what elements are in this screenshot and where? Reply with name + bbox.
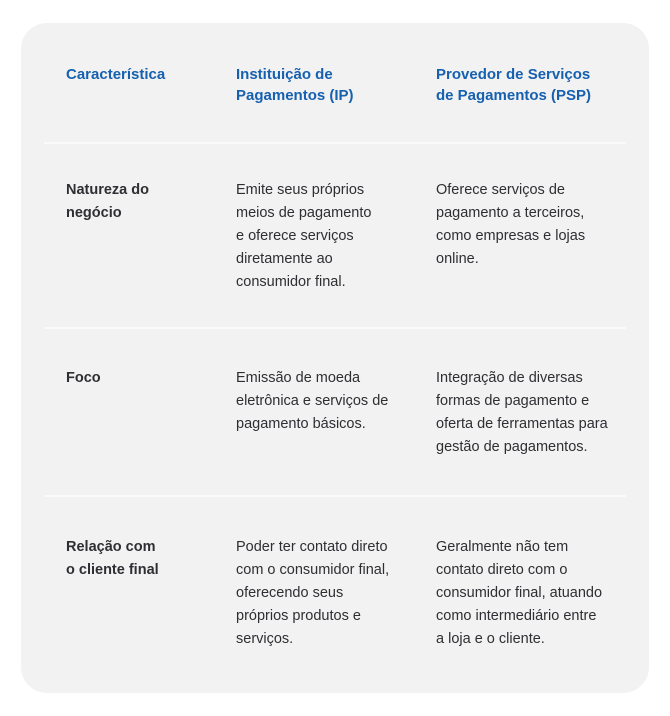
- cell-ip-focus: Emissão de moeda eletrônica e serviços de pagamento básicos.: [236, 370, 389, 432]
- row-label-focus: Foco: [66, 370, 101, 386]
- cell-psp-nature: Oferece serviços de pagamento a terceiros, como empresas e lojas online.: [436, 182, 586, 267]
- row-divider: [44, 327, 626, 329]
- row-divider: [44, 495, 626, 497]
- cell-ip-relationship: Poder ter contato direto com o consumidor final, oferecendo seus próprios produtos e serviços.: [236, 539, 390, 647]
- row-label-relationship: Relação com o cliente final: [66, 539, 159, 578]
- header-characteristic: Característica: [66, 66, 166, 83]
- cell-ip-nature: Emite seus próprios meios de pagamento e oferece serviços diretamente ao consumidor final.: [236, 182, 372, 290]
- cell-psp-relationship: Geralmente não tem contato direto com o consumidor final, atuando como intermediário entre a loja e o cliente.: [436, 539, 603, 647]
- cell-psp-focus: Integração de diversas formas de pagamento e oferta de ferramentas para gestão de pagamentos.: [436, 370, 608, 455]
- header-ip: Instituição de Pagamentos (IP): [236, 66, 354, 104]
- comparison-table: [21, 23, 649, 693]
- row-divider: [44, 142, 626, 144]
- row-label-nature: Natureza do negócio: [66, 182, 149, 221]
- header-psp: Provedor de Serviços de Pagamentos (PSP): [436, 66, 592, 104]
